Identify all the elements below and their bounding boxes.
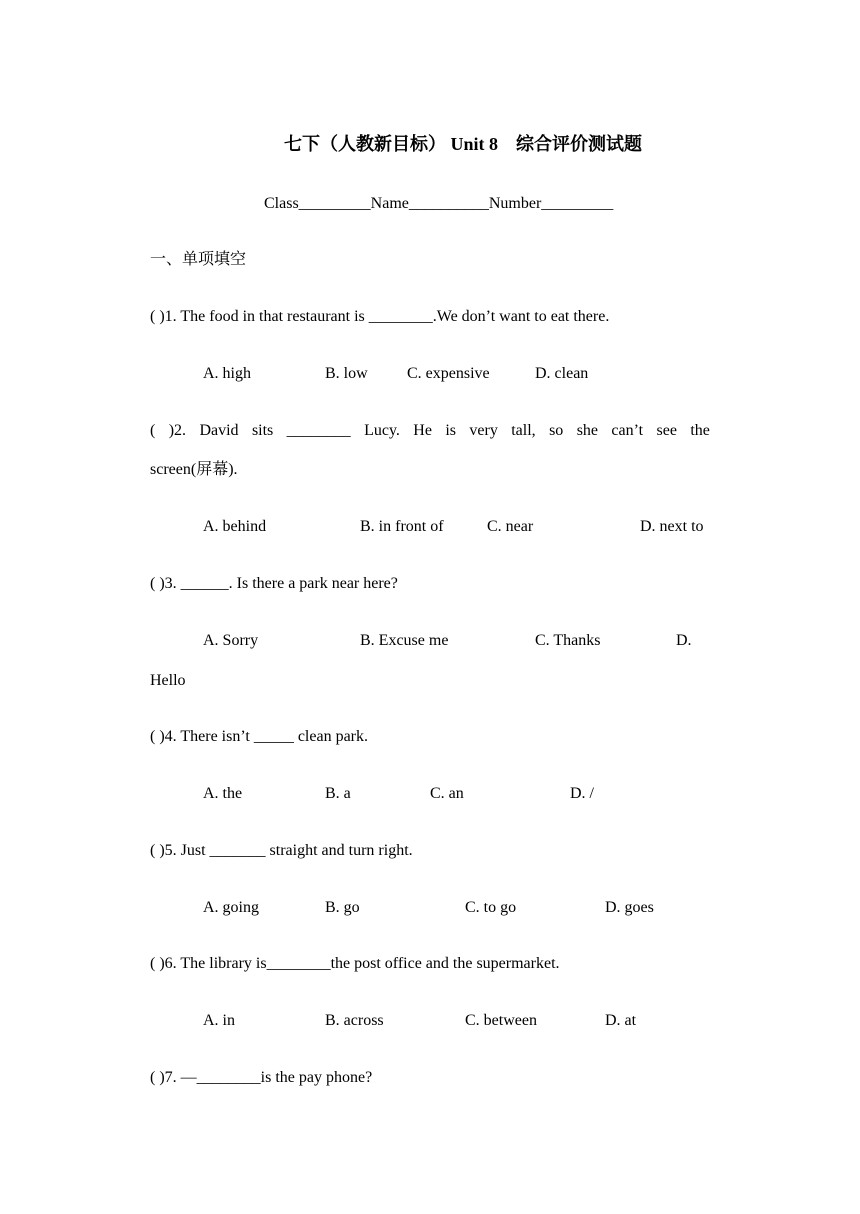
stem-word: is <box>445 422 457 439</box>
stem-word: Lucy. <box>364 422 400 439</box>
question-5-stem: ( )5. Just _______ straight and turn right. <box>150 842 413 859</box>
stem-word: she <box>576 422 599 439</box>
question-2-stem-continued: screen(屏幕). <box>150 461 238 478</box>
question-1-option-d: D. clean <box>535 365 589 382</box>
question-6-stem: ( )6. The library is________the post office and the supermarket. <box>150 955 560 972</box>
question-4-option-b: B. a <box>325 785 351 802</box>
question-3-option-d: D. <box>676 632 692 649</box>
question-1-option-a: A. high <box>203 365 251 382</box>
stem-word: sits <box>251 422 274 439</box>
question-5-option-d: D. goes <box>605 899 654 916</box>
question-2-option-a: A. behind <box>203 518 267 535</box>
question-3-option-a: A. Sorry <box>203 632 259 649</box>
stem-word: can’t <box>611 422 644 439</box>
question-2-option-d: D. next to <box>640 518 704 535</box>
page-title: 七下（人教新目标） Unit 8 综合评价测试题 <box>284 134 643 154</box>
stem-word: very <box>469 422 498 439</box>
stem-word: so <box>549 422 564 439</box>
stem-word: David <box>199 422 239 439</box>
question-6-option-d: D. at <box>605 1012 637 1029</box>
stem-word: )2. <box>168 422 187 439</box>
question-5-option-a: A. going <box>203 899 259 916</box>
stem-word: He <box>413 422 432 439</box>
question-3-option-c: C. Thanks <box>535 632 601 649</box>
question-4-stem: ( )4. There isn’t _____ clean park. <box>150 728 369 745</box>
question-2-option-c: C. near <box>487 518 534 535</box>
section-heading: 一、单项填空 <box>150 251 247 268</box>
stem-word: tall, <box>511 422 536 439</box>
question-5-option-b: B. go <box>325 899 360 916</box>
question-3-option-b: B. Excuse me <box>360 632 449 649</box>
question-4-option-a: A. the <box>203 785 243 802</box>
question-6-option-b: B. across <box>325 1012 384 1029</box>
class-name-number-line: Class_________Name__________Number_________ <box>264 195 614 212</box>
question-3-stem: ( )3. ______. Is there a park near here? <box>150 575 398 592</box>
question-6-option-a: A. in <box>203 1012 235 1029</box>
question-4-option-d: D. / <box>570 785 594 802</box>
question-2-stem <box>150 421 710 441</box>
question-6-option-c: C. between <box>465 1012 537 1029</box>
question-7-stem: ( )7. —________is the pay phone? <box>150 1069 373 1086</box>
stem-word: ( <box>150 422 156 439</box>
question-3-option-d-continued: Hello <box>150 672 186 689</box>
question-1-option-b: B. low <box>325 365 368 382</box>
stem-word: see <box>656 422 677 439</box>
question-1-stem: ( )1. The food in that restaurant is ________.We don’t want to eat there. <box>150 308 610 325</box>
stem-word: ________ <box>286 422 351 439</box>
stem-word: the <box>690 422 710 439</box>
question-1-option-c: C. expensive <box>407 365 490 382</box>
question-5-option-c: C. to go <box>465 899 517 916</box>
question-4-option-c: C. an <box>430 785 464 802</box>
question-2-option-b: B. in front of <box>360 518 444 535</box>
